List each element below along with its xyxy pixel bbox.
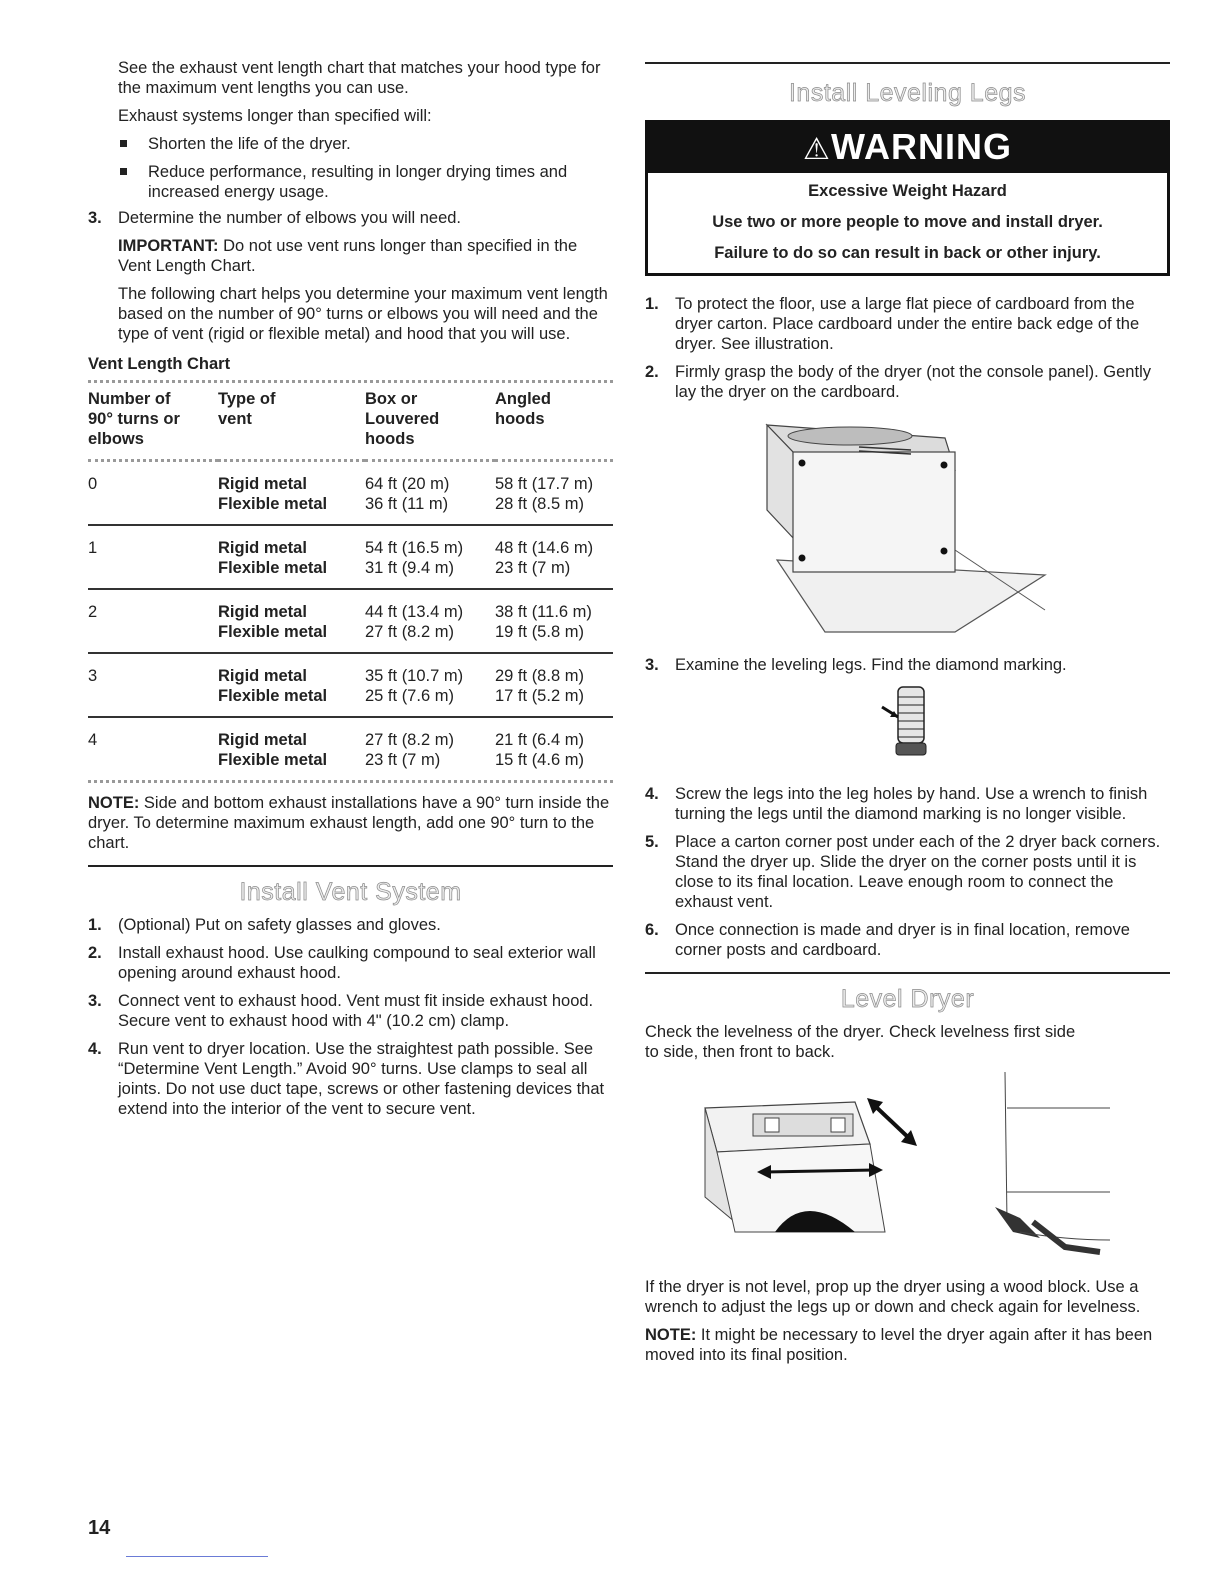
header-type: Type of vent [218,390,276,428]
level-paragraph: Check the levelness of the dryer. Check levelness first side to side, then front to back. [645,1023,1076,1061]
step-number: 4. [88,1040,102,1058]
step-number: 2. [645,363,659,381]
note-text: Side and bottom exhaust installations have a 90° turn inside the dryer. To determine maximum exhaust length, add one 90° turn to the chart. [88,794,610,852]
table-header-row [88,383,613,461]
step-item [88,208,613,228]
header-angled: Angled hoods [495,390,551,428]
table-row [88,461,613,526]
step-text: Connect vent to exhaust hood. Vent must fit inside exhaust hood. Secure vent to exhaust hood with 4" (10.2 cm) clamp. [118,992,594,1030]
angled-cell: 38 ft (11.6 m) 19 ft (5.8 m) [495,589,613,653]
section-divider [645,62,1170,64]
box-cell: 64 ft (20 m) 36 ft (11 m) [365,475,450,513]
section-divider [645,972,1170,974]
turns-cell: 2 [88,589,218,653]
angled-cell: 21 ft (6.4 m) 15 ft (4.6 m) [495,717,613,780]
important-paragraph [88,236,613,276]
step-item [645,784,1170,824]
step-text: Screw the legs into the leg holes by hand. Use a wrench to finish turning the legs until the diamond marking is no longer visible. [675,785,1148,823]
level-note-label: NOTE: [645,1326,697,1344]
box-cell: 54 ft (16.5 m) 31 ft (9.4 m) [365,525,495,589]
turns-cell: 1 [88,525,218,589]
step-item [645,832,1170,912]
section-title-level-dryer: Level Dryer [840,985,975,1013]
step-item [88,915,613,935]
section-divider [88,865,613,867]
level-dryer-illustration [645,1072,1170,1267]
box-cell: 44 ft (13.4 m) 27 ft (8.2 m) [365,589,495,653]
turns-cell: 0 [88,475,98,493]
turns-cell: 3 [88,653,218,717]
intro-paragraph-2: Exhaust systems longer than specified will: [118,107,432,125]
warning-body [648,173,1167,273]
level-note-text: It might be necessary to level the dryer again after it has been moved into its final position. [645,1326,1153,1364]
step-number: 4. [645,785,659,803]
table-row [88,589,613,653]
warning-hazard: Excessive Weight Hazard [808,182,1007,200]
box-cell: 27 ft (8.2 m) 23 ft (7 m) [365,717,495,780]
step-number: 5. [645,833,659,851]
type-cell: Rigid metal Flexible metal [218,589,365,653]
type-cell: Rigid metal Flexible metal [218,475,328,513]
angled-cell: 48 ft (14.6 m) 23 ft (7 m) [495,525,613,589]
step-number: 3. [88,992,102,1010]
header-turns: Number of 90° turns or elbows [88,390,180,448]
table-row [88,653,613,717]
step-item [645,655,1170,675]
right-column [645,58,1170,1373]
important-label: IMPORTANT: [118,237,219,255]
step-text: Once connection is made and dryer is in final location, remove corner posts and cardboard. [675,921,1130,959]
step-number: 1. [88,916,102,934]
dryer-on-cardboard-illustration [645,410,1170,647]
leveling-leg-illustration [645,683,1170,770]
section-title-install-vent: Install Vent System [239,878,462,906]
level-paragraph-2: If the dryer is not level, prop up the dryer using a wood block. Use a wrench to adjust the legs up or down and check again for levelness. [645,1278,1141,1316]
important-text: Do not use vent runs longer than specified in the Vent Length Chart. [118,237,578,275]
step-item [645,362,1170,402]
dryer-on-cardboard-svg [645,410,1170,642]
angled-cell: 58 ft (17.7 m) 28 ft (8.5 m) [495,475,594,513]
warning-line: Use two or more people to move and install dryer. [712,213,1103,231]
type-cell: Rigid metal Flexible metal [218,717,365,780]
step-text: Install exhaust hood. Use caulking compound to seal exterior wall opening around exhaust hood. [118,944,596,982]
step-text: To protect the floor, use a large flat piece of cardboard from the dryer carton. Place cardboard under the entire back edge of the dryer. See illustration. [675,295,1140,353]
warning-icon: ⚠ [803,133,831,166]
step-number: 2. [88,944,102,962]
type-cell: Rigid metal Flexible metal [218,653,365,717]
angled-cell: 29 ft (8.8 m) 17 ft (5.2 m) [495,653,613,717]
step-number: 3. [645,656,659,674]
vent-length-table [88,383,613,780]
step-item [88,943,613,983]
level-note-paragraph [645,1325,1170,1365]
step-text: Run vent to dryer location. Use the straightest path possible. See “Determine Vent Length.” Avoid 90° turns. Use clamps to seal all joints. Do not use duct tape, screws or other fastening devices that extend into the interior of the vent to secure vent. [118,1040,605,1118]
level-dryer-svg [645,1072,1170,1262]
turns-cell: 4 [88,717,218,780]
intro-paragraph: See the exhaust vent length chart that matches your hood type for the maximum vent lengths you can use. [118,59,601,97]
warning-line: Failure to do so can result in back or other injury. [714,244,1101,262]
step-number: 3. [88,209,102,227]
leveling-leg-svg [878,683,938,765]
step-text: (Optional) Put on safety glasses and gloves. [118,916,441,934]
step-text: Determine the number of elbows you will need. [118,209,462,227]
bullet-item: Shorten the life of the dryer. [88,134,613,154]
type-cell: Rigid metal Flexible metal [218,525,365,589]
step-text: Place a carton corner post under each of the 2 dryer back corners. Stand the dryer up. Slide the dryer on the corner posts until it is close to its final location. Leave enough room to connect the exhaust vent. [675,833,1161,911]
table-row [88,717,613,780]
left-column [88,58,613,1127]
step-item [88,1039,613,1119]
box-cell: 35 ft (10.7 m) 25 ft (7.6 m) [365,653,495,717]
bullet-item: Reduce performance, resulting in longer drying times and increased energy usage. [88,162,613,202]
note-paragraph [88,793,613,853]
chart-intro: The following chart helps you determine your maximum vent length based on the number of 90° turns or elbows you will need and the type of vent (rigid or flexible metal) and hood that you will use. [118,285,608,343]
step-text: Examine the leveling legs. Find the diamond marking. [675,656,1067,674]
warning-box [645,120,1170,276]
warning-header [648,123,1167,173]
header-box: Box or Louvered hoods [365,390,440,448]
warning-title: WARNING [830,126,1012,167]
step-number: 1. [645,295,659,313]
page-number: 14 [88,1517,111,1539]
step-item [645,920,1170,960]
section-title-leveling-legs: Install Leveling Legs [788,79,1027,107]
table-bottom-divider [88,780,613,783]
step-item [88,991,613,1031]
chart-title: Vent Length Chart [88,355,231,373]
step-number: 6. [645,921,659,939]
footer-line [126,1556,268,1557]
note-label: NOTE: [88,794,140,812]
table-row [88,525,613,589]
step-item [645,294,1170,354]
step-text: Firmly grasp the body of the dryer (not the console panel). Gently lay the dryer on the cardboard. [675,363,1151,401]
